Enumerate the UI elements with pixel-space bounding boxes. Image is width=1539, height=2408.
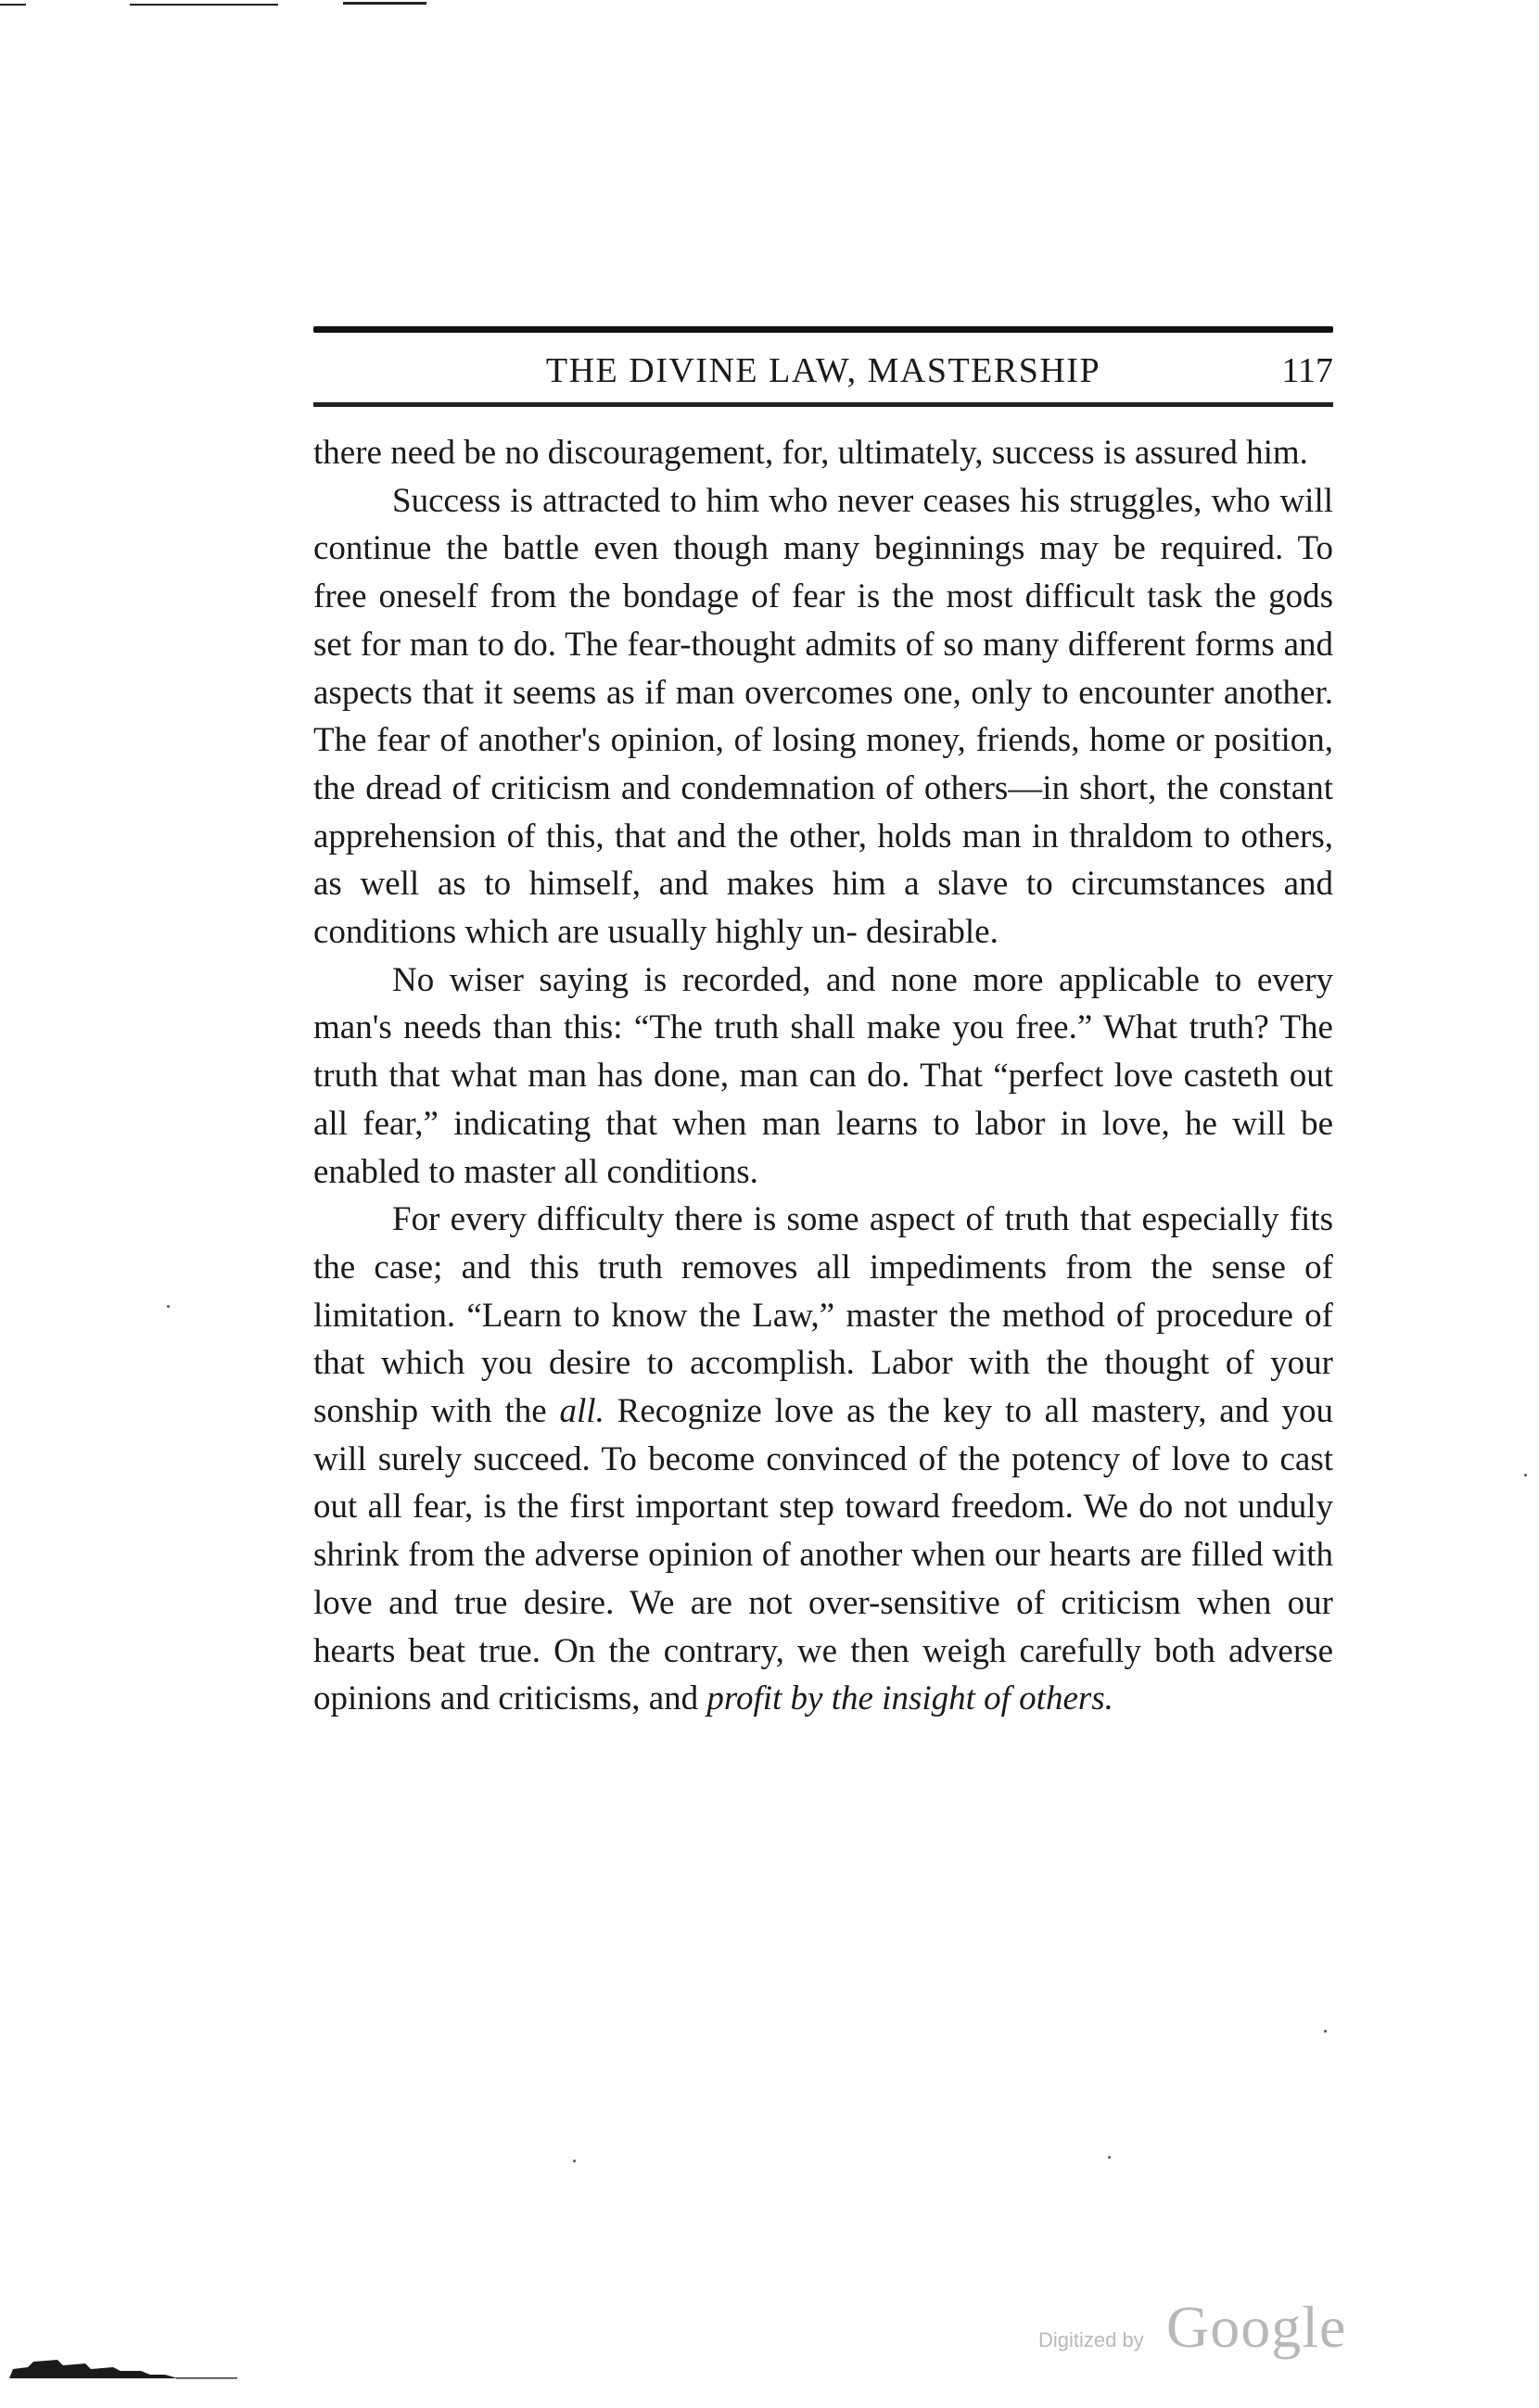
text-line: desirable. <box>866 913 998 952</box>
text-line-tail: Recognize <box>604 1392 762 1431</box>
running-title: THE DIVINE LAW, MASTERSHIP <box>545 351 1101 390</box>
text-line: who will continue the battle even though many beginnings may <box>313 481 1334 568</box>
text-line: to circumstances and conditions which are usually highly un- <box>313 865 1334 952</box>
text-line: from the sense of limitation. “Learn to know the Law,” master <box>313 1248 1333 1335</box>
paragraph-4 <box>313 1196 1333 1723</box>
text-line: another's opinion, of losing money, friends, home or position, <box>477 721 1334 760</box>
scan-dot <box>573 2160 576 2162</box>
text-line: the method of procedure of that which you desire to accomplish. <box>313 1296 1333 1383</box>
text-line: For every difficulty there is some aspect of truth that <box>392 1200 1132 1239</box>
text-line: every man's needs than this: “The truth shall make you free.” <box>313 960 1334 1047</box>
page-number: 117 <box>1281 351 1333 390</box>
body-text <box>313 429 1333 1723</box>
text-line: thraldom to others, as well as to himself, and makes him a slave <box>313 817 1334 904</box>
text-line: shrink from the adverse opinion of another when our hearts <box>313 1536 1132 1575</box>
text-line: That “perfect love casteth out all fear,” indicating that when <box>313 1057 1334 1143</box>
running-head <box>313 345 1333 400</box>
text-line: the dread of criticism and condemnation of others—in short, the <box>313 768 1209 807</box>
top-rule <box>313 326 1333 333</box>
scan-dot <box>1524 1474 1527 1476</box>
scan-dot <box>1324 2030 1327 2033</box>
scan-artifact-top-dash <box>130 4 278 6</box>
header-rule <box>313 402 1333 407</box>
text-line: are filled with love and true desire. We are not over-sensitive <box>313 1536 1334 1622</box>
text-line: constant apprehension of this, that and the other, holds man in <box>313 768 1333 855</box>
digitized-by-label: Digitized by <box>1038 2328 1144 2351</box>
scan-dot <box>1108 2156 1111 2159</box>
scan-artifact-top-right <box>343 2 426 5</box>
text-line: Labor with the thought of your sonship with the <box>313 1344 1333 1431</box>
text-line: No wiser saying is recorded, and none more applicable to <box>392 960 1242 999</box>
text-line: most difficult task the gods set for man to do. The fear-thought <box>313 577 1333 664</box>
text-line: the first important step toward freedom. We do not unduly <box>516 1488 1333 1527</box>
text-line: love as the key to all mastery, and you will surely succeed. To <box>313 1392 1334 1478</box>
text-line: admits of so many different forms and aspects that it seems as <box>313 625 1334 712</box>
paragraph-1 <box>313 429 1333 477</box>
text-line: then weigh carefully both adverse opinions and criticisms, and <box>313 1631 1333 1718</box>
emphasis-all: all. <box>559 1392 604 1431</box>
paragraph-2 <box>313 477 1333 957</box>
library-stamp-icon <box>2 2354 238 2380</box>
text-line: there need be no discouragement, for, ultimately, success is <box>313 434 1126 472</box>
text-line: become convinced of the potency of love to cast out all fear, is <box>313 1439 1333 1527</box>
google-watermark <box>1038 2289 1372 2364</box>
text-line: be required. To free oneself from the bondage of fear is the <box>313 529 1334 616</box>
text-line: conditions. <box>606 1152 758 1191</box>
google-logo: Google <box>1166 2294 1347 2360</box>
scan-artifact-top-left <box>0 4 26 6</box>
scan-dot <box>167 1305 170 1308</box>
text-line: man learns to labor in love, he will be enabled to master all <box>313 1104 1333 1191</box>
text-line: especially fits the case; and this truth removes all impediments <box>313 1200 1333 1286</box>
text-line-final-italic: profit by the insight of others. <box>706 1679 1113 1718</box>
text-line: Success is attracted to him who never ceases his struggles, <box>392 481 1202 520</box>
text-line: assured him. <box>1134 434 1308 472</box>
text-line: if man overcomes one, only to encounter another. The fear of <box>313 673 1333 760</box>
text-line: What truth? The truth that what man has done, man can do. <box>313 1008 1333 1096</box>
text-line: of criticism when our hearts beat true. On the contrary, we <box>313 1583 1334 1670</box>
paragraph-3 <box>313 957 1333 1197</box>
